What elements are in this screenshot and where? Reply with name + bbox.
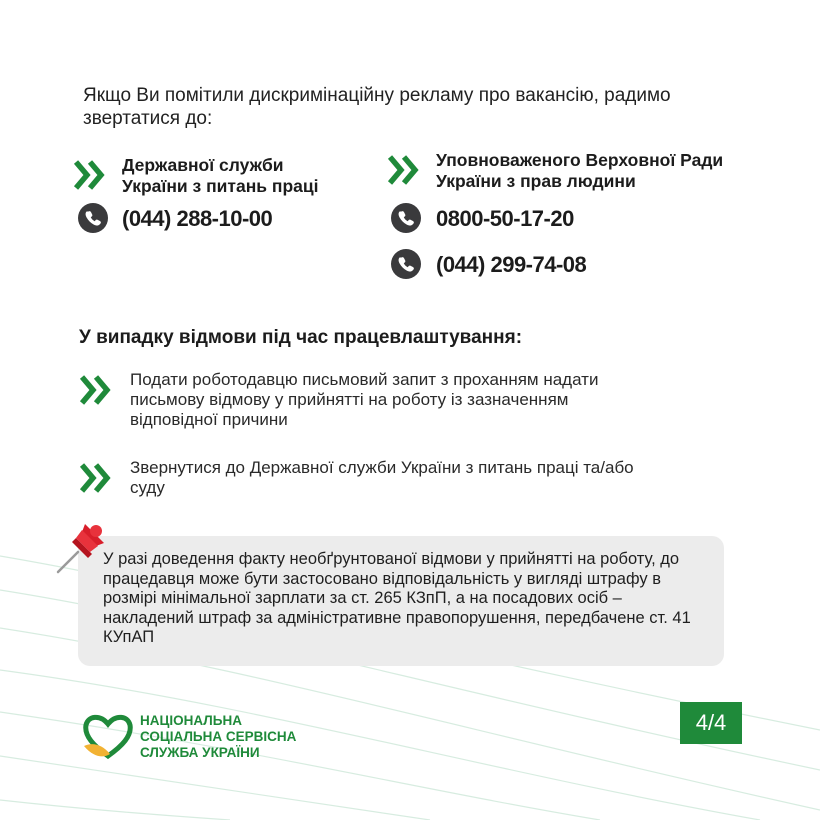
heart-logo-icon — [82, 712, 134, 760]
list-item: Подати роботодавцю письмовий запит з проханням надати письмову відмову у прийнятті на роботу із зазначенням відповідної причини — [130, 370, 599, 429]
note-text: У разі доведення факту необґрунтованої відмови у прийнятті на роботу, до працедавця може бути застосовано відповідальність у вигляді штрафу в розмірі мінімальної зарплати за ст. 265 КЗпП, а на посадових осіб – накладений штраф за адміністративне правопорушення, передбачене ст. 41 КУпАП — [103, 550, 691, 646]
phone-number[interactable]: (044) 299-74-08 — [436, 252, 587, 277]
double-chevron-right-icon — [80, 375, 114, 405]
logo-text: НАЦІОНАЛЬНА СОЦІАЛЬНА СЕРВІСНА СЛУЖБА УКРАЇНИ — [140, 713, 297, 760]
phone-icon — [391, 249, 421, 279]
phone-icon — [391, 203, 421, 233]
double-chevron-right-icon — [80, 463, 114, 493]
phone-number[interactable]: 0800-50-17-20 — [436, 206, 574, 231]
double-chevron-right-icon — [74, 160, 108, 190]
page-indicator: 4/4 — [680, 702, 742, 744]
double-chevron-right-icon — [388, 155, 422, 185]
phone-icon — [78, 203, 108, 233]
contact-title-labor-service: Державної служби України з питань праці — [122, 155, 319, 196]
contact-title-ombudsman: Уповноваженого Верховної Ради України з прав людини — [436, 150, 724, 191]
intro-text: Якщо Ви помітили дискримінаційну рекламу про вакансію, радимо звертатися до: — [83, 85, 671, 129]
section-title: У випадку відмови під час працевлаштування: — [79, 327, 523, 348]
phone-number[interactable]: (044) 288-10-00 — [122, 206, 273, 231]
list-item: Звернутися до Державної служби України з питань праці та/або суду — [130, 458, 634, 497]
